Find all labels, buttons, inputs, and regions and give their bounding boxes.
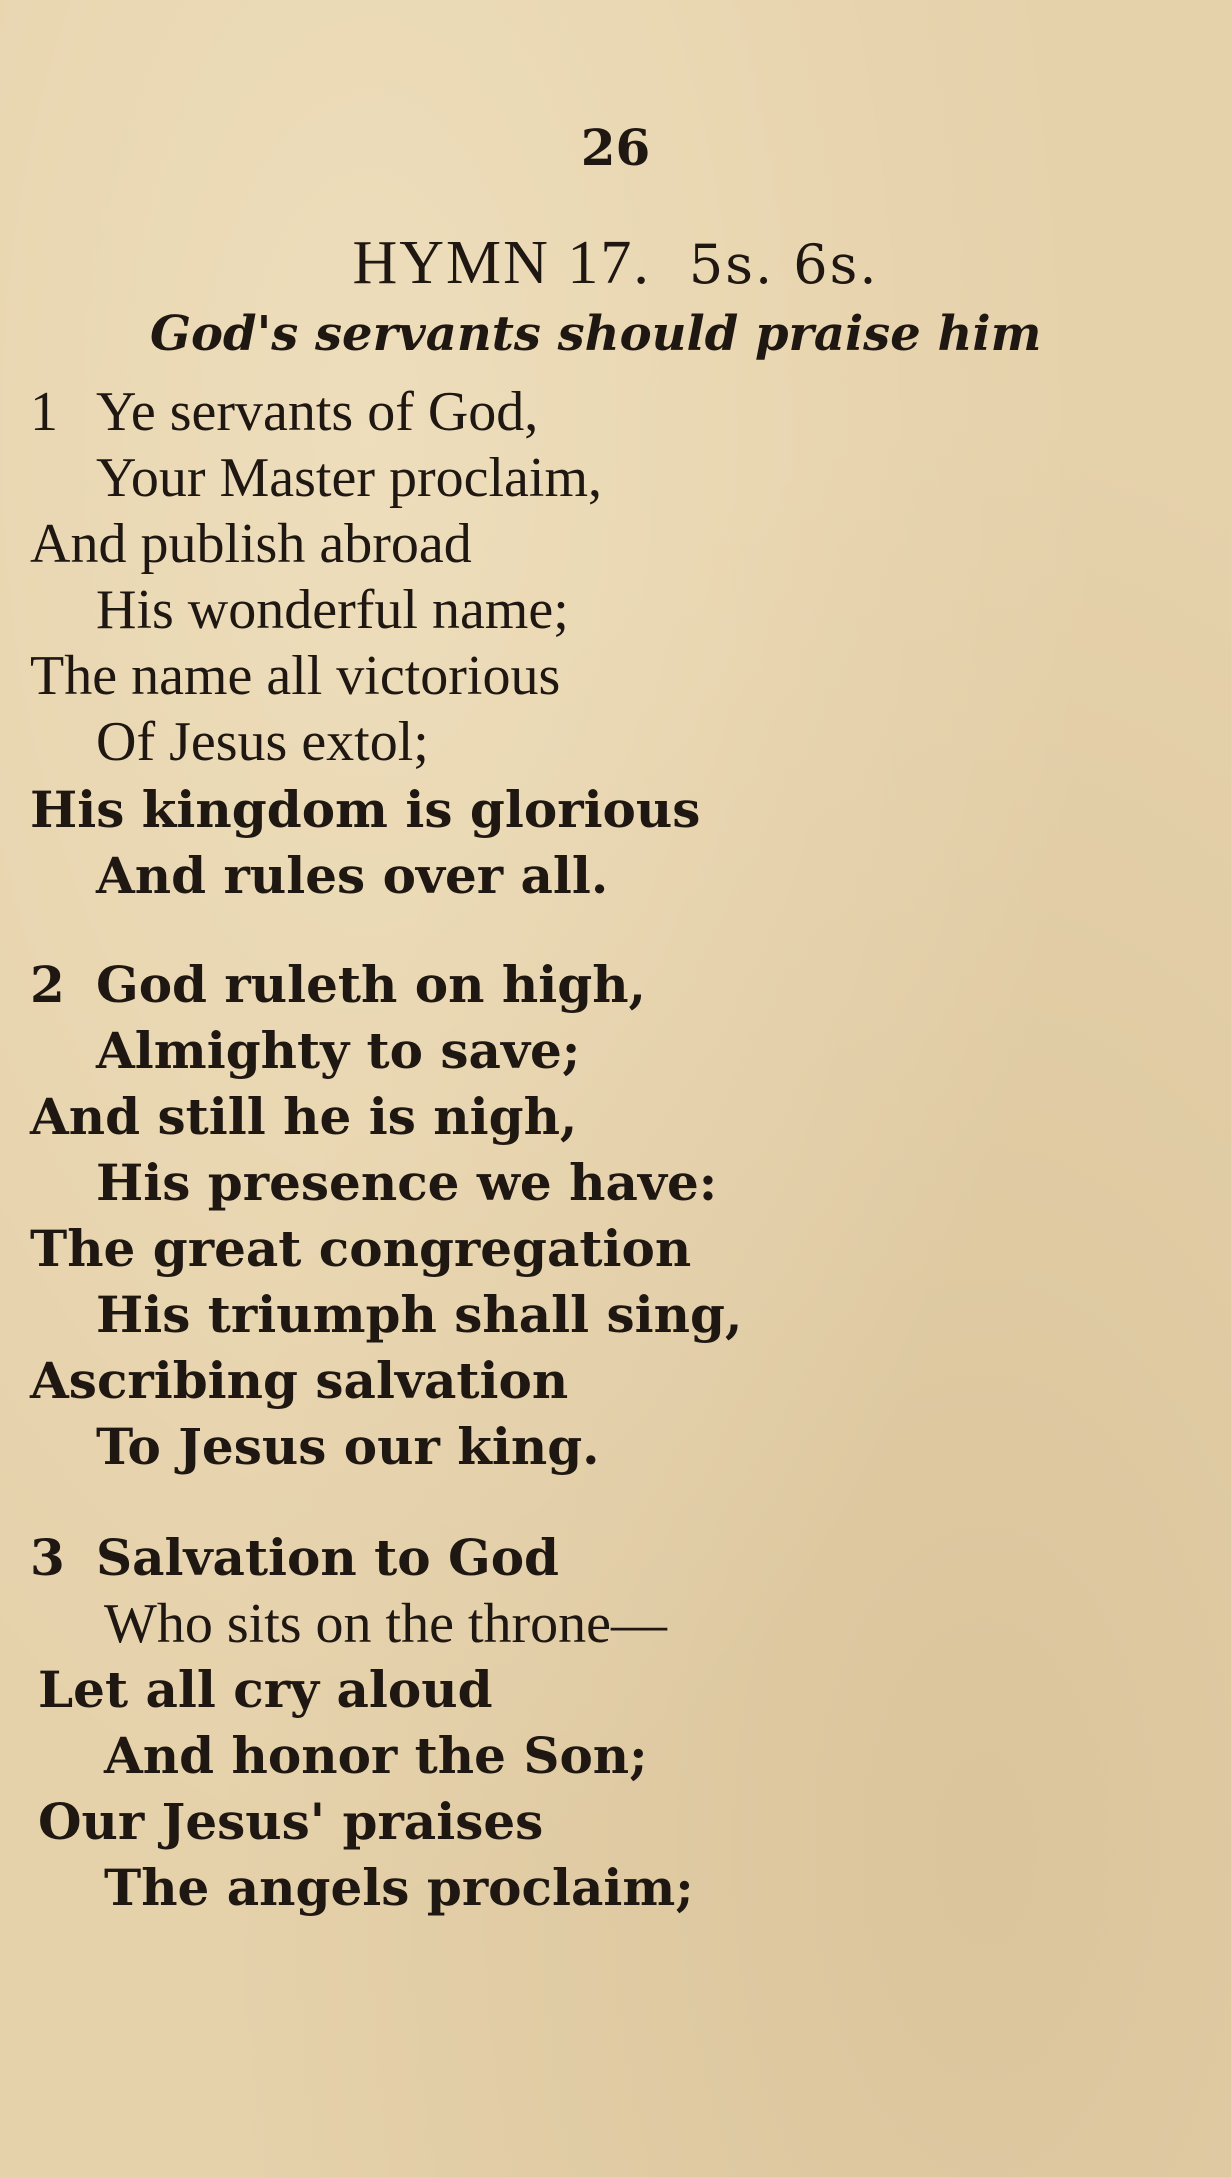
verse-line: The great congregation [30, 1219, 692, 1278]
verse-line: Your Master proclaim, [96, 447, 603, 509]
verse-line: To Jesus our king. [96, 1417, 600, 1476]
verse-line: His kingdom is glorious [30, 780, 701, 839]
verse-line: His triumph shall sing, [96, 1285, 743, 1344]
verse-line: 1 Ye servants of God, [30, 381, 539, 443]
verse-line: Of Jesus extol; [96, 711, 429, 773]
verse-line: And still he is nigh, [30, 1087, 578, 1146]
hymn-title [0, 228, 1231, 299]
hymn-subtitle: God's servants should praise him [150, 306, 1042, 362]
verse-line: Almighty to save; [96, 1021, 581, 1080]
verse-line: And publish abroad [30, 513, 472, 575]
verse-line: His wonderful name; [96, 579, 569, 641]
verse-line: And rules over all. [96, 846, 609, 905]
verse-line: Who sits on the throne— [104, 1593, 668, 1655]
verse-line: Ascribing salvation [30, 1351, 569, 1410]
verse-number: 2 [30, 955, 65, 1014]
verse-line: 3 Salvation to God [30, 1528, 560, 1587]
verse-line: 2 God ruleth on high, [30, 955, 646, 1014]
verse-line: His presence we have: [96, 1153, 718, 1212]
hymn-number: HYMN 17. [352, 229, 651, 297]
verse-line: And honor the Son; [104, 1726, 648, 1785]
verse-number: 1 [30, 381, 58, 443]
verse-line: Our Jesus' praises [38, 1792, 544, 1851]
verse-line: Let all cry aloud [38, 1660, 493, 1719]
verse-number: 3 [30, 1528, 65, 1587]
verse-line: The angels proclaim; [104, 1858, 694, 1917]
verse-line: The name all victorious [30, 645, 561, 707]
page-number: 26 [580, 118, 651, 177]
hymn-meter: 5s. 6s. [688, 233, 879, 296]
